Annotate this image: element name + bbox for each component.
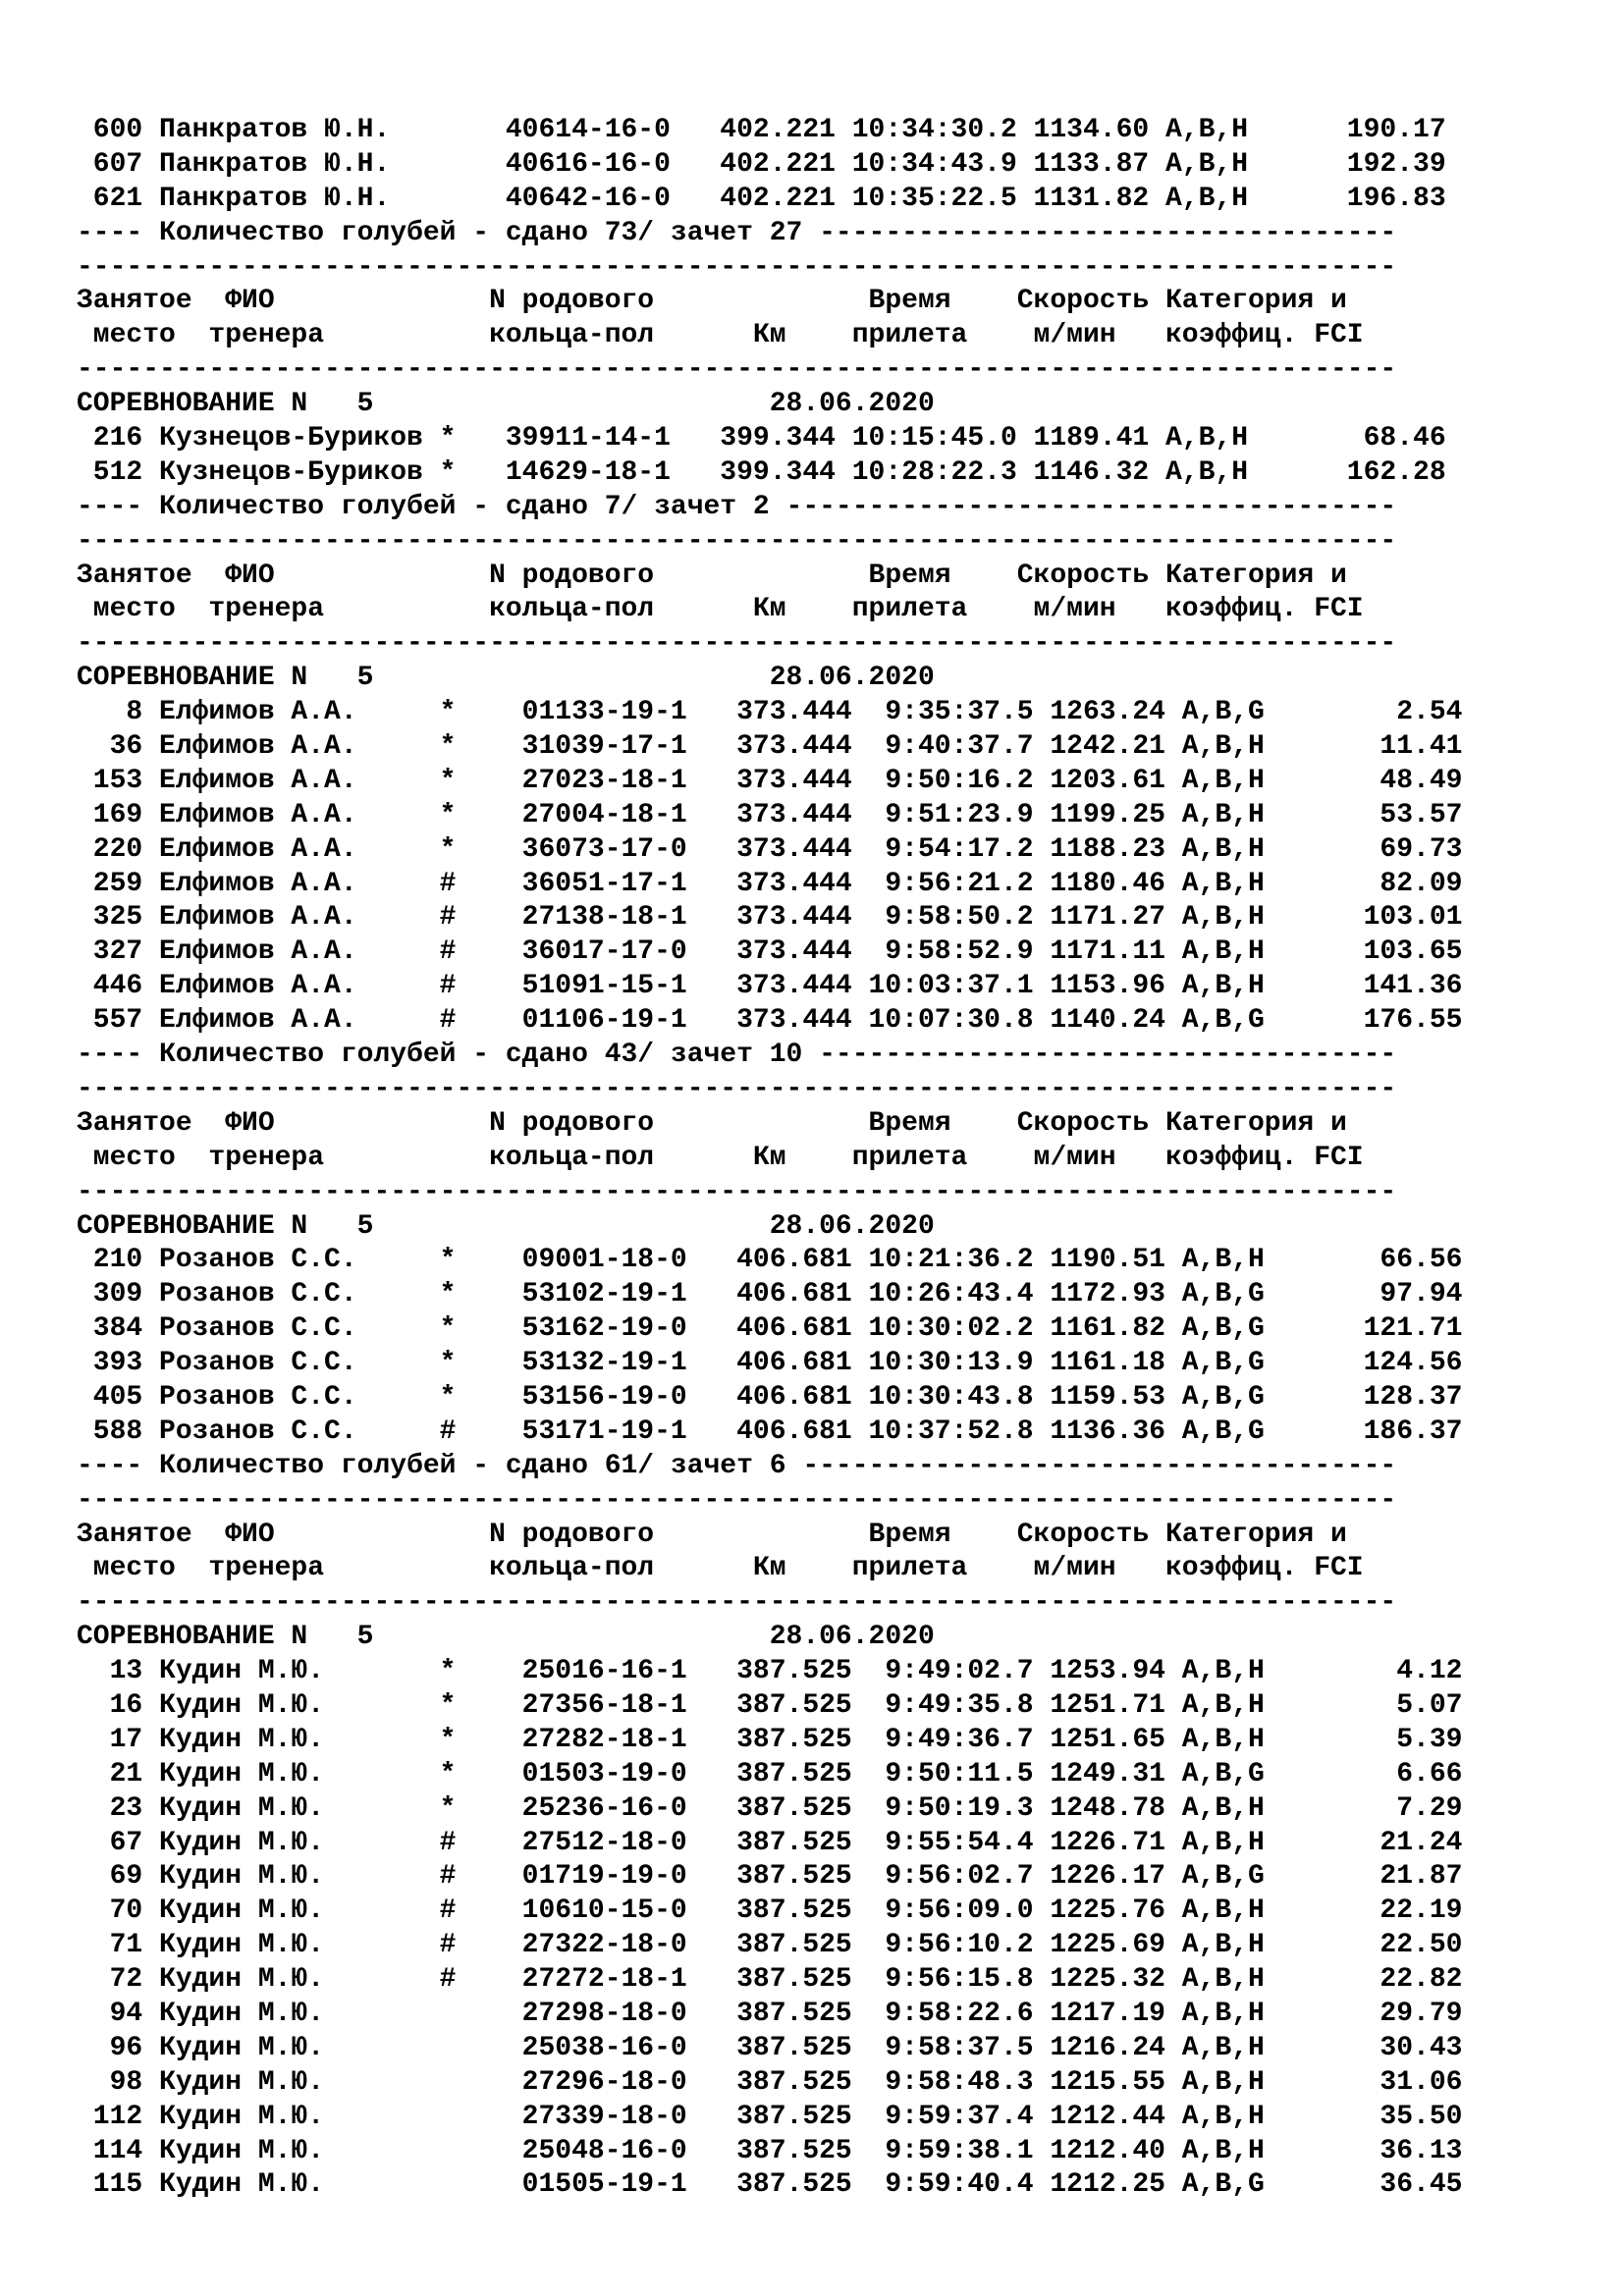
result-row: 67 Кудин М.Ю. # 27512-18-0 387.525 9:55:54.4 1226.71 A,B,H 21.24 bbox=[77, 1827, 1463, 1858]
competition-header: СОРЕВНОВАНИЕ N 5 28.06.2020 bbox=[77, 663, 935, 694]
result-row: 600 Панкратов Ю.Н. 40614-16-0 402.221 10:34:30.2 1134.60 A,B,H 190.17 bbox=[77, 115, 1446, 145]
result-row: 327 Елфимов А.А. # 36017-17-0 373.444 9:58:52.9 1171.11 A,B,H 103.65 bbox=[77, 936, 1463, 968]
result-row: 16 Кудин М.Ю. * 27356-18-1 387.525 9:49:35.8 1251.71 A,B,H 5.07 bbox=[77, 1689, 1463, 1721]
result-row: 309 Розанов С.С. * 53102-19-1 406.681 10:26:43.4 1172.93 A,B,G 97.94 bbox=[77, 1279, 1463, 1310]
result-row: 69 Кудин М.Ю. # 01719-19-0 387.525 9:56:02.7 1226.17 A,B,G 21.87 bbox=[77, 1861, 1463, 1893]
result-row: 115 Кудин М.Ю. 01505-19-1 387.525 9:59:40.4 1212.25 A,B,G 36.45 bbox=[77, 2169, 1463, 2201]
column-header-row-2: место тренера кольца-пол Км прилета м/мин коэффиц. FCI bbox=[77, 594, 1364, 625]
column-header-row-1: Занятое ФИО N родового Время Скорость Категория и bbox=[77, 1519, 1347, 1550]
column-header-row-2: место тренера кольца-пол Км прилета м/мин коэффиц. FCI bbox=[77, 1553, 1364, 1584]
separator-line: -------------------------------------------------------------------------------- bbox=[77, 1484, 1397, 1516]
separator-line: -------------------------------------------------------------------------------- bbox=[77, 354, 1397, 386]
column-header-row-2: место тренера кольца-пол Км прилета м/мин коэффиц. FCI bbox=[77, 320, 1364, 351]
result-row: 259 Елфимов А.А. # 36051-17-1 373.444 9:56:21.2 1180.46 A,B,H 82.09 bbox=[77, 868, 1463, 899]
result-row: 36 Елфимов А.А. * 31039-17-1 373.444 9:40:37.7 1242.21 A,B,H 11.41 bbox=[77, 731, 1463, 763]
result-row: 96 Кудин М.Ю. 25038-16-0 387.525 9:58:37.5 1216.24 A,B,H 30.43 bbox=[77, 2032, 1463, 2063]
result-row: 114 Кудин М.Ю. 25048-16-0 387.525 9:59:38.1 1212.40 A,B,H 36.13 bbox=[77, 2135, 1463, 2166]
result-row: 94 Кудин М.Ю. 27298-18-0 387.525 9:58:22.6 1217.19 A,B,H 29.79 bbox=[77, 1998, 1463, 2029]
competition-header: СОРЕВНОВАНИЕ N 5 28.06.2020 bbox=[77, 1622, 935, 1653]
separator-line: -------------------------------------------------------------------------------- bbox=[77, 1587, 1397, 1619]
result-row: 13 Кудин М.Ю. * 25016-16-1 387.525 9:49:02.7 1253.94 A,B,H 4.12 bbox=[77, 1656, 1463, 1687]
separator-line: -------------------------------------------------------------------------------- bbox=[77, 525, 1397, 557]
result-row: 588 Розанов С.С. # 53171-19-1 406.681 10:37:52.8 1136.36 A,B,G 186.37 bbox=[77, 1415, 1463, 1447]
results-printout bbox=[77, 114, 1462, 2203]
result-row: 169 Елфимов А.А. * 27004-18-1 373.444 9:51:23.9 1199.25 A,B,H 53.57 bbox=[77, 799, 1463, 830]
competition-header: СОРЕВНОВАНИЕ N 5 28.06.2020 bbox=[77, 389, 935, 420]
column-header-row-1: Занятое ФИО N родового Время Скорость Категория и bbox=[77, 286, 1347, 317]
result-row: 71 Кудин М.Ю. # 27322-18-0 387.525 9:56:10.2 1225.69 A,B,H 22.50 bbox=[77, 1930, 1463, 1961]
result-row: 220 Елфимов А.А. * 36073-17-0 373.444 9:54:17.2 1188.23 A,B,H 69.73 bbox=[77, 833, 1463, 865]
result-row: 70 Кудин М.Ю. # 10610-15-0 387.525 9:56:09.0 1225.76 A,B,H 22.19 bbox=[77, 1896, 1463, 1927]
result-row: 72 Кудин М.Ю. # 27272-18-1 387.525 9:56:15.8 1225.32 A,B,H 22.82 bbox=[77, 1964, 1463, 1996]
result-row: 17 Кудин М.Ю. * 27282-18-1 387.525 9:49:36.7 1251.65 A,B,H 5.39 bbox=[77, 1724, 1463, 1755]
result-row: 446 Елфимов А.А. # 51091-15-1 373.444 10:03:37.1 1153.96 A,B,H 141.36 bbox=[77, 971, 1463, 1002]
column-header-row-1: Занятое ФИО N родового Время Скорость Категория и bbox=[77, 1107, 1347, 1139]
result-row: 557 Елфимов А.А. # 01106-19-1 373.444 10:07:30.8 1140.24 A,B,G 176.55 bbox=[77, 1005, 1463, 1037]
result-row: 23 Кудин М.Ю. * 25236-16-0 387.525 9:50:19.3 1248.78 A,B,H 7.29 bbox=[77, 1792, 1463, 1824]
separator-line: -------------------------------------------------------------------------------- bbox=[77, 1176, 1397, 1207]
result-row: 153 Елфимов А.А. * 27023-18-1 373.444 9:50:16.2 1203.61 A,B,H 48.49 bbox=[77, 765, 1463, 796]
result-row: 621 Панкратов Ю.Н. 40642-16-0 402.221 10:35:22.5 1131.82 A,B,H 196.83 bbox=[77, 183, 1446, 214]
pigeon-count-summary: ---- Количество голубей - сдано 73/ зачет 27 ----------------------------------- bbox=[77, 217, 1397, 248]
separator-line: -------------------------------------------------------------------------------- bbox=[77, 1073, 1397, 1104]
result-row: 98 Кудин М.Ю. 27296-18-0 387.525 9:58:48.3 1215.55 A,B,H 31.06 bbox=[77, 2066, 1463, 2098]
result-row: 210 Розанов С.С. * 09001-18-0 406.681 10:21:36.2 1190.51 A,B,H 66.56 bbox=[77, 1245, 1463, 1276]
result-row: 21 Кудин М.Ю. * 01503-19-0 387.525 9:50:11.5 1249.31 A,B,G 6.66 bbox=[77, 1758, 1463, 1789]
column-header-row-1: Занятое ФИО N родового Время Скорость Категория и bbox=[77, 560, 1347, 591]
result-row: 325 Елфимов А.А. # 27138-18-1 373.444 9:58:50.2 1171.27 A,B,H 103.01 bbox=[77, 902, 1463, 934]
result-row: 512 Кузнецов-Буриков * 14629-18-1 399.344 10:28:22.3 1146.32 A,B,H 162.28 bbox=[77, 456, 1446, 488]
separator-line: -------------------------------------------------------------------------------- bbox=[77, 251, 1397, 283]
result-row: 607 Панкратов Ю.Н. 40616-16-0 402.221 10:34:43.9 1133.87 A,B,H 192.39 bbox=[77, 148, 1446, 180]
pigeon-count-summary: ---- Количество голубей - сдано 7/ зачет 2 ------------------------------------- bbox=[77, 491, 1397, 522]
pigeon-count-summary: ---- Количество голубей - сдано 43/ зачет 10 ----------------------------------- bbox=[77, 1040, 1397, 1071]
result-row: 384 Розанов С.С. * 53162-19-0 406.681 10:30:02.2 1161.82 A,B,G 121.71 bbox=[77, 1313, 1463, 1345]
result-row: 8 Елфимов А.А. * 01133-19-1 373.444 9:35:37.5 1263.24 A,B,G 2.54 bbox=[77, 697, 1463, 728]
pigeon-count-summary: ---- Количество голубей - сдано 61/ зачет 6 ------------------------------------ bbox=[77, 1450, 1397, 1481]
result-row: 112 Кудин М.Ю. 27339-18-0 387.525 9:59:37.4 1212.44 A,B,H 35.50 bbox=[77, 2101, 1463, 2132]
result-row: 216 Кузнецов-Буриков * 39911-14-1 399.344 10:15:45.0 1189.41 A,B,H 68.46 bbox=[77, 423, 1446, 454]
column-header-row-2: место тренера кольца-пол Км прилета м/мин коэффиц. FCI bbox=[77, 1142, 1364, 1173]
competition-header: СОРЕВНОВАНИЕ N 5 28.06.2020 bbox=[77, 1210, 935, 1242]
separator-line: -------------------------------------------------------------------------------- bbox=[77, 628, 1397, 660]
result-row: 393 Розанов С.С. * 53132-19-1 406.681 10:30:13.9 1161.18 A,B,G 124.56 bbox=[77, 1348, 1463, 1379]
result-row: 405 Розанов С.С. * 53156-19-0 406.681 10:30:43.8 1159.53 A,B,G 128.37 bbox=[77, 1381, 1463, 1413]
